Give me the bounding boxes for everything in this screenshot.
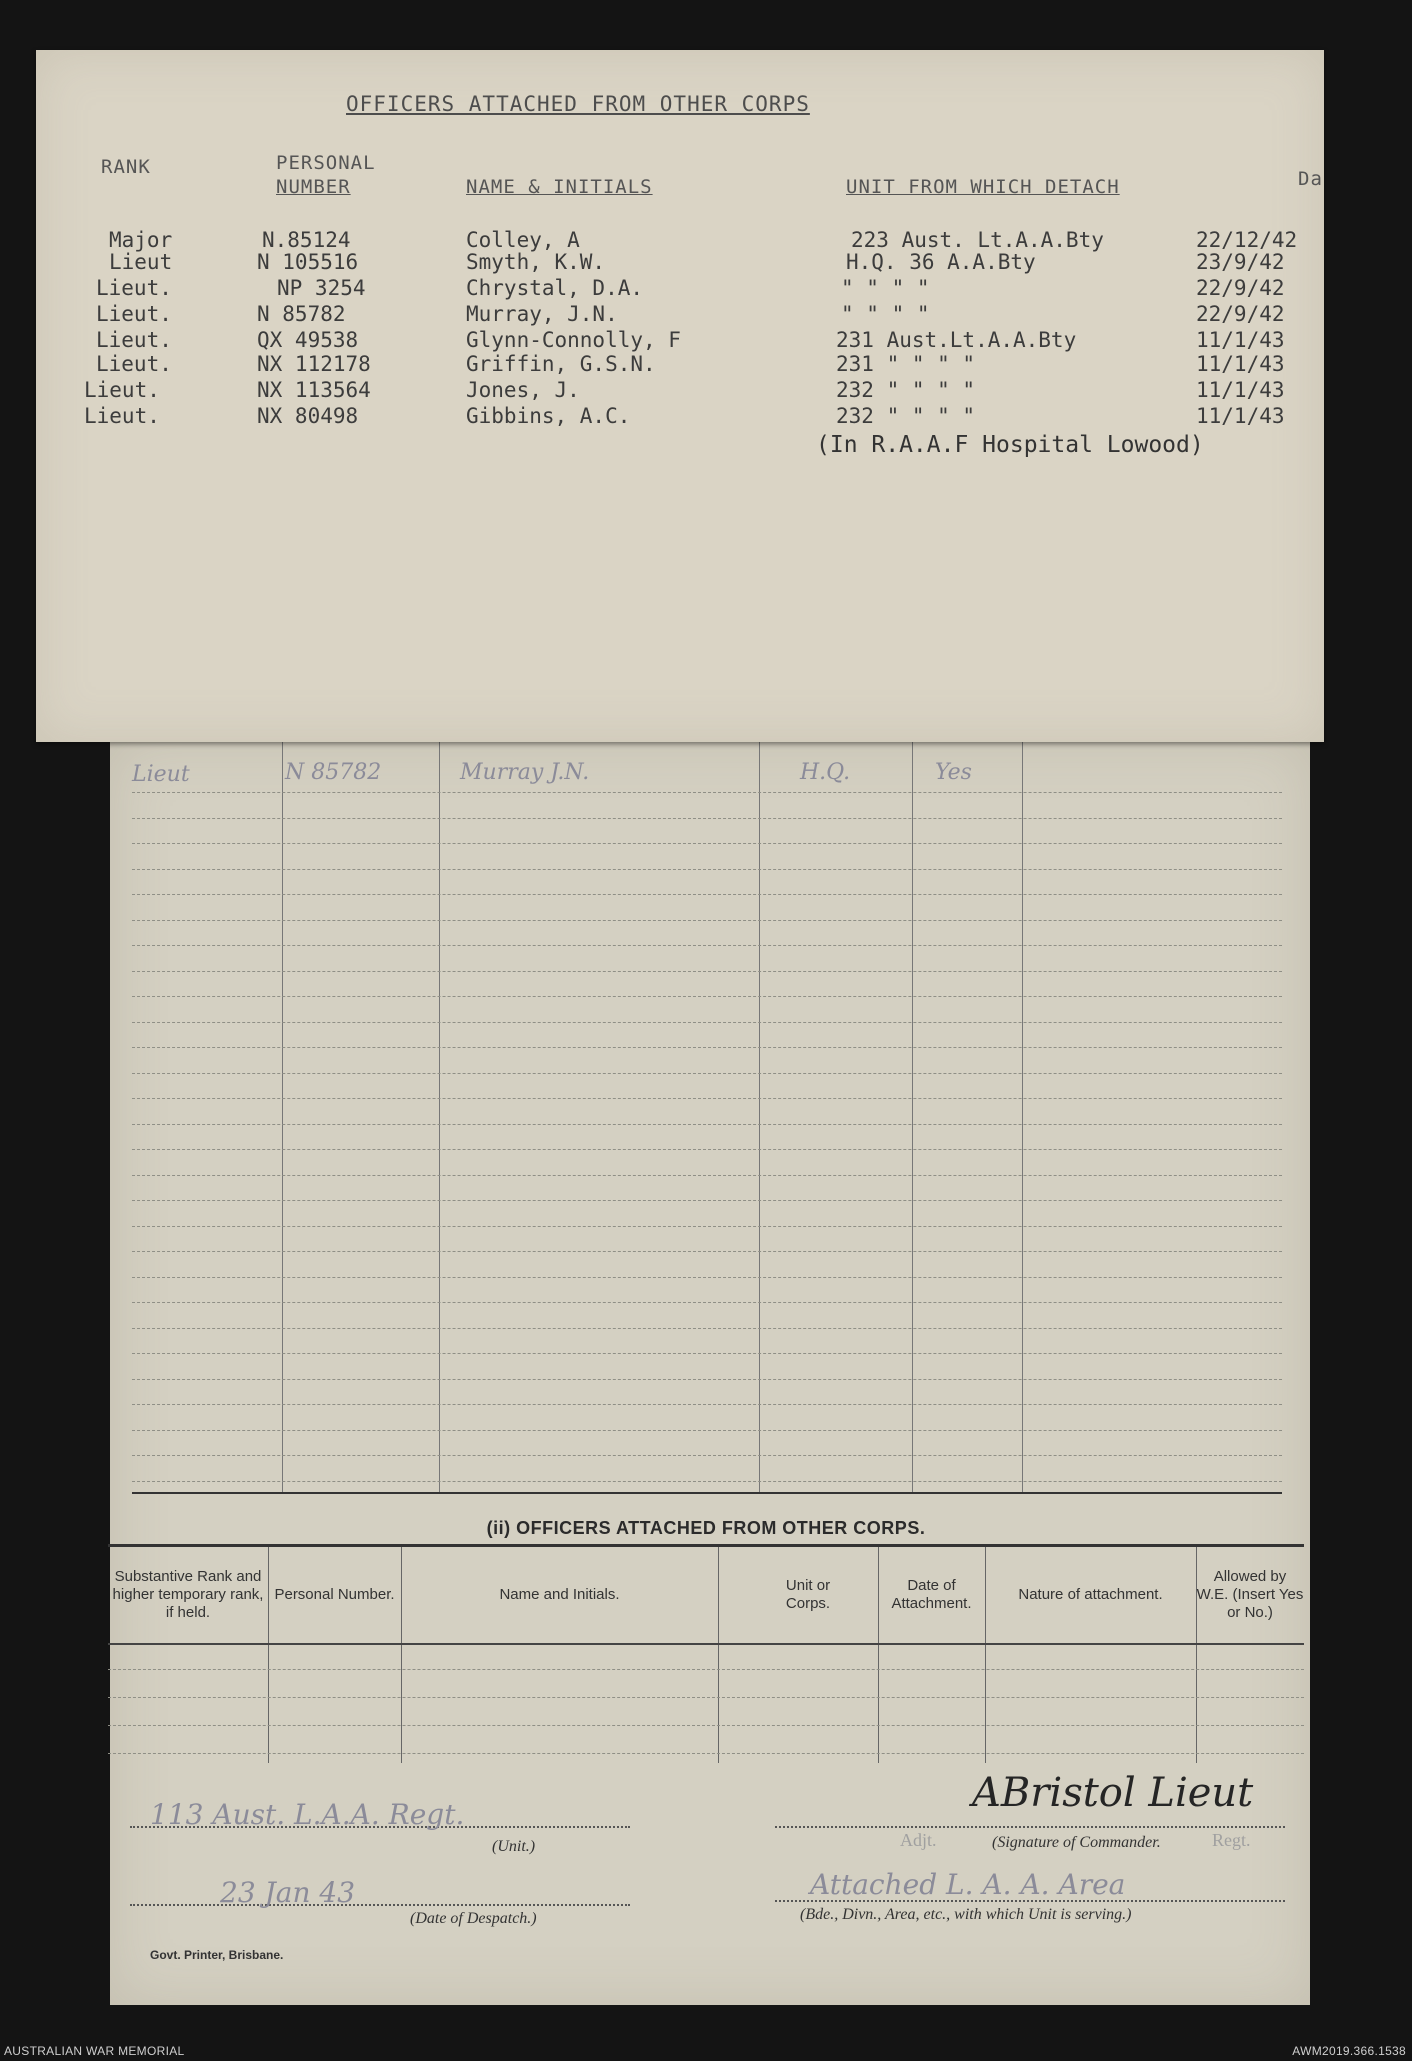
ruled-grid <box>132 740 1282 1497</box>
ruled-line <box>132 1149 1282 1150</box>
attached-officer-row <box>36 302 1324 329</box>
col-nature-attachment: Nature of attachment. <box>1018 1586 1163 1603</box>
officer-date: 11/1/43 <box>1196 378 1285 402</box>
section-ii-title: (ii) OFFICERS ATTACHED FROM OTHER CORPS. <box>486 1518 926 1538</box>
officer-name: Glynn-Connolly, F <box>466 328 681 352</box>
officer-number: N.85124 <box>262 228 351 252</box>
officer-date: 11/1/43 <box>1196 328 1285 352</box>
officer-date: 22/12/42 <box>1196 228 1298 252</box>
handwritten-remark: Yes <box>935 760 972 785</box>
adjt-stamp: Adjt. <box>900 1830 937 1850</box>
officer-number: NX 112178 <box>257 352 371 376</box>
officer-unit: 231 Aust.Lt.A.A.Bty <box>836 328 1077 352</box>
officer-date: 22/9/42 <box>1196 276 1285 300</box>
attached-officer-row <box>36 404 1324 431</box>
ruled-line <box>132 869 1282 870</box>
header-date-fragment: Da <box>1298 168 1323 190</box>
officer-unit: 231 " " " " <box>836 352 976 376</box>
date-label: (Date of Despatch.) <box>410 1910 537 1927</box>
officer-name: Chrystal, D.A. <box>466 276 644 300</box>
officer-unit: H.Q. 36 A.A.Bty <box>846 250 1036 274</box>
officer-unit: " " " " <box>841 276 930 300</box>
ruled-line <box>132 818 1282 819</box>
col-name-initials: Name and Initials. <box>499 1586 620 1603</box>
officer-number: NX 113564 <box>257 378 371 402</box>
header-number: NUMBER <box>276 176 351 198</box>
commander-signature: ABristol Lieut <box>972 1770 1254 1816</box>
unit-label: (Unit.) <box>492 1838 536 1855</box>
officer-number: QX 49538 <box>257 328 359 352</box>
ruled-line <box>132 1404 1282 1405</box>
officer-unit: " " " " <box>841 302 930 326</box>
ruled-line <box>132 945 1282 946</box>
officer-rank: Lieut. <box>96 328 172 352</box>
header-rank: RANK <box>101 156 151 178</box>
ruled-line <box>132 1302 1282 1303</box>
officer-rank: Lieut. <box>84 404 160 428</box>
section-ii-table <box>108 1544 1304 1763</box>
officer-number: N 85782 <box>257 302 346 326</box>
officer-name: Jones, J. <box>466 378 580 402</box>
col-date-attachment: Date of Attachment. <box>891 1577 972 1612</box>
officer-date: 23/9/42 <box>1196 250 1285 274</box>
unit-handwriting: 113 Aust. L.A.A. Regt. <box>150 1798 465 1831</box>
bde-handwriting: Attached L. A. A. Area <box>810 1868 1126 1901</box>
ruled-line <box>132 1022 1282 1023</box>
header-personal: PERSONAL <box>276 152 376 174</box>
archive-credit-right: AWM2019.366.1538 <box>1292 2044 1406 2058</box>
bde-label: (Bde., Divn., Area, etc., with which Unit is serving.) <box>800 1906 1132 1923</box>
hospital-note: (In R.A.A.F Hospital Lowood) <box>816 432 1204 458</box>
ruled-line <box>132 1455 1282 1456</box>
officer-number: NX 80498 <box>257 404 359 428</box>
ruled-line <box>132 996 1282 997</box>
ruled-line <box>132 1047 1282 1048</box>
attached-officer-row <box>36 276 1324 303</box>
officer-rank: Lieut. <box>96 276 172 300</box>
ruled-line <box>132 792 1282 793</box>
attached-officer-row <box>36 250 1324 277</box>
officer-date: 11/1/43 <box>1196 404 1285 428</box>
attached-officer-row <box>36 378 1324 405</box>
officer-unit: 232 " " " " <box>836 404 976 428</box>
officer-rank: Lieut <box>109 250 173 274</box>
officer-name: Smyth, K.W. <box>466 250 606 274</box>
header-name: NAME & INITIALS <box>466 176 653 198</box>
ruled-line <box>132 1353 1282 1354</box>
regt-stamp: Regt. <box>1212 1830 1251 1850</box>
typed-attachment-sheet <box>36 50 1324 742</box>
col-personal-number: Personal Number. <box>274 1586 395 1603</box>
ruled-line <box>132 1277 1282 1278</box>
officer-rank: Lieut. <box>96 302 172 326</box>
archive-credit-left: AUSTRALIAN WAR MEMORIAL <box>4 2044 185 2058</box>
ruled-line <box>132 1251 1282 1252</box>
ruled-line <box>132 1226 1282 1227</box>
officer-rank: Major <box>109 228 173 252</box>
handwritten-unit: H.Q. <box>800 760 851 785</box>
ruled-line <box>132 920 1282 921</box>
ruled-line <box>132 1200 1282 1201</box>
ruled-line <box>132 1379 1282 1380</box>
date-line <box>130 1904 630 1906</box>
ruled-line <box>132 1481 1282 1482</box>
overlay-title: OFFICERS ATTACHED FROM OTHER CORPS <box>346 92 810 116</box>
attached-officer-row <box>36 352 1324 379</box>
signature-line <box>775 1826 1285 1828</box>
ruled-line <box>132 971 1282 972</box>
officer-date: 11/1/43 <box>1196 352 1285 376</box>
officer-name: Murray, J.N. <box>466 302 618 326</box>
ruled-line <box>132 843 1282 844</box>
ruled-line <box>132 1073 1282 1074</box>
officer-unit: 232 " " " " <box>836 378 976 402</box>
officer-name: Gibbins, A.C. <box>466 404 631 428</box>
ruled-line <box>132 1430 1282 1431</box>
officer-name: Colley, A <box>466 228 580 252</box>
officer-date: 22/9/42 <box>1196 302 1285 326</box>
printer-imprint: Govt. Printer, Brisbane. <box>150 1948 284 1962</box>
col-allowed-we: Allowed by W.E. (Insert Yes or No.) <box>1196 1568 1304 1621</box>
ruled-line <box>132 1328 1282 1329</box>
ruled-line <box>132 1175 1282 1176</box>
attached-officer-row <box>36 328 1324 355</box>
officer-name: Griffin, G.S.N. <box>466 352 656 376</box>
handwritten-rank: Lieut <box>132 762 190 787</box>
officer-number: N 105516 <box>257 250 359 274</box>
handwritten-number: N 85782 <box>285 760 382 785</box>
officer-number: NP 3254 <box>277 276 366 300</box>
col-substantive-rank: Substantive Rank and higher temporary rank, if held. <box>112 1568 264 1621</box>
ruled-line <box>132 1098 1282 1099</box>
date-handwriting: 23 Jan 43 <box>220 1876 356 1909</box>
header-unit: UNIT FROM WHICH DETACH <box>846 176 1120 198</box>
handwritten-name: Murray J.N. <box>460 760 590 785</box>
ruled-line <box>132 1124 1282 1125</box>
ruled-line <box>132 894 1282 895</box>
signature-label: (Signature of Commander. <box>992 1834 1161 1851</box>
officer-unit: 223 Aust. Lt.A.A.Bty <box>851 228 1104 252</box>
officer-rank: Lieut. <box>84 378 160 402</box>
col-unit-corps: Unit or Corps. <box>785 1577 831 1612</box>
officer-rank: Lieut. <box>96 352 172 376</box>
